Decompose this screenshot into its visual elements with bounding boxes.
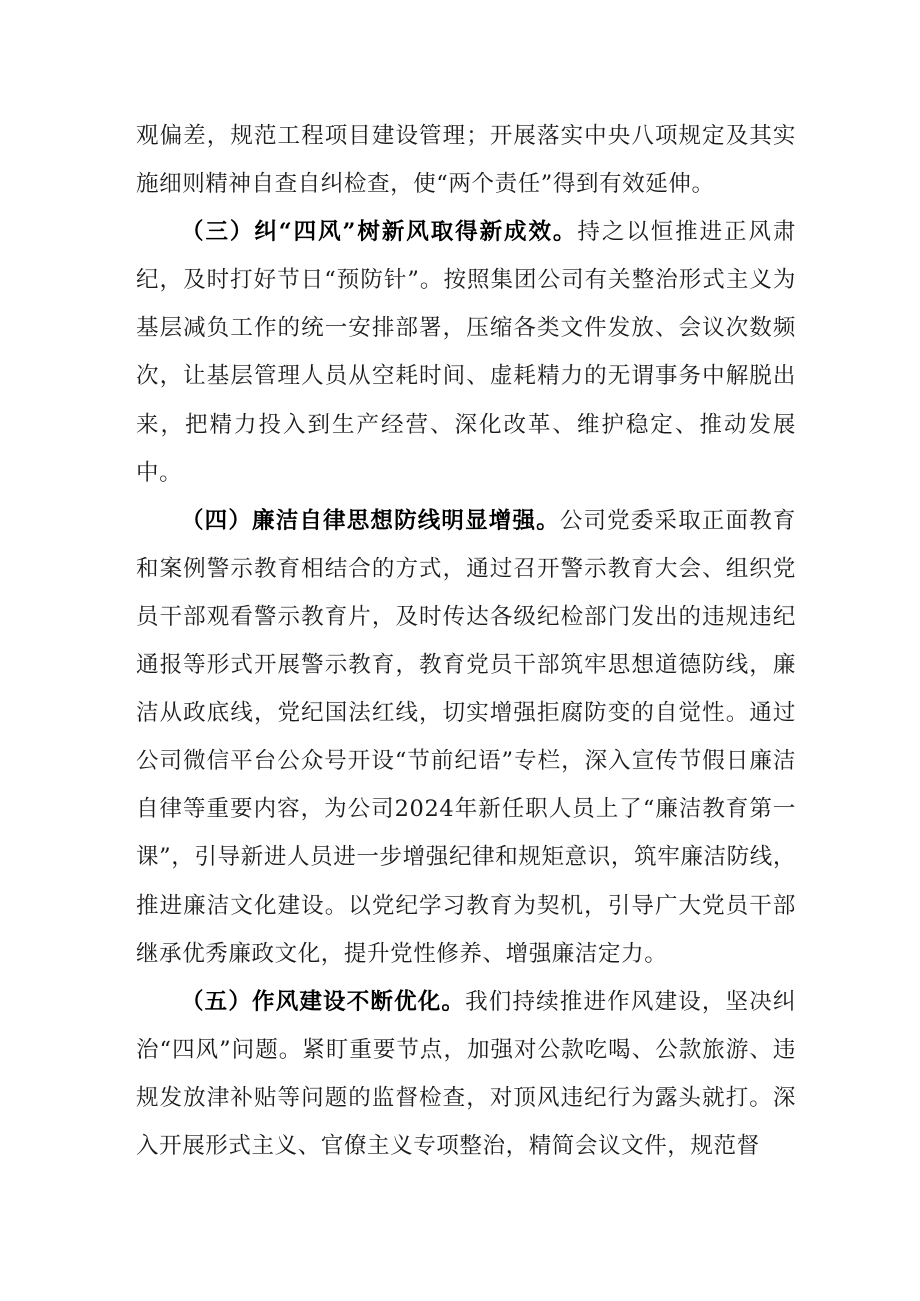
section-heading: （四）廉洁自律思想防线明显增强。 — [181, 507, 560, 534]
paragraph-text: 我们持续推进作风建设，坚决纠治“四风”问题。紧盯重要节点，加强对公款吃喝、公款旅游、违规发放津补贴等问题的监督检查，对顶风违纪行为露头就打。深入开展形式主义、官僚主义专项整治，精简会议文件，规范督 — [136, 988, 796, 1159]
paragraph-continuation — [136, 112, 796, 208]
paragraph-section-five — [136, 978, 796, 1170]
paragraph-section-four — [136, 497, 796, 978]
paragraph-text: 观偏差，规范工程项目建设管理；开展落实中央八项规定及其实施细则精神自查自纠检查，使“两个责任”得到有效延伸。 — [136, 123, 796, 198]
paragraph-text: 持之以恒推进正风肃纪，及时打好节日“预防针”。按照集团公司有关整治形式主义为基层减负工作的统一安排部署，压缩各类文件发放、会议次数频次，让基层管理人员从空耗时间、虚耗精力的无谓事务中解脱出来，把精力投入到生产经营、深化改革、维护稳定、推动发展中。 — [136, 219, 796, 486]
section-heading: （三）纠“四风”树新风取得新成效。 — [181, 219, 578, 246]
paragraph-section-three — [136, 208, 796, 497]
paragraph-text: 公司党委采取正面教育和案例警示教育相结合的方式，通过召开警示教育大会、组织党员干部观看警示教育片，及时传达各级纪检部门发出的违规违纪通报等形式开展警示教育，教育党员干部筑牢思想道德防线，廉洁从政底线，党纪国法红线，切实增强拒腐防变的自觉性。通过公司微信平台公众号开设“节前纪语”专栏，深入宣传节假日廉洁自律等重要内容，为公司2024年新任职人员上了“廉洁教育第一课”，引导新进人员进一步增强纪律和规矩意识，筑牢廉洁防线，推进廉洁文化建设。以党纪学习教育为契机，引导广大党员干部继承优秀廉政文化，提升党性修养、增强廉洁定力。 — [136, 507, 796, 967]
document-body — [136, 112, 796, 1170]
section-heading: （五）作风建设不断优化。 — [181, 988, 466, 1015]
